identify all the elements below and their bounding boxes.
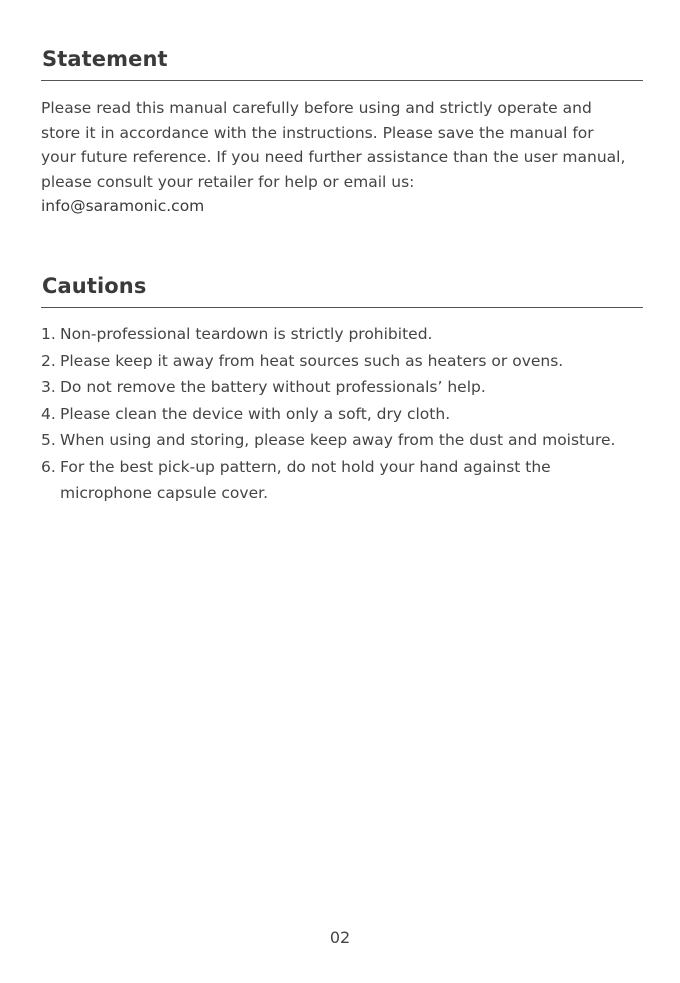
- caution-item: [41, 348, 643, 375]
- statement-heading: Statement: [42, 47, 168, 71]
- caution-item: [41, 374, 643, 401]
- caution-number: 2.: [41, 351, 56, 370]
- caution-number: 1.: [41, 325, 56, 343]
- caution-number: 6.: [41, 457, 56, 476]
- cautions-heading: Cautions: [42, 274, 147, 298]
- support-email: info@saramonic.com: [41, 197, 205, 215]
- statement-paragraph: [41, 81, 631, 219]
- caution-text: Do not remove the battery without professionals’ help.: [60, 378, 486, 396]
- caution-text: When using and storing, please keep away from the dust and moisture.: [60, 431, 616, 449]
- caution-number: 4.: [41, 404, 56, 423]
- caution-text: Please keep it away from heat sources such as heaters or ovens.: [60, 351, 564, 370]
- statement-body-text: Please read this manual carefully before using and strictly operate and store it in accordance with the instructions. Please save the manual for your future reference. If you need further assistance than the user manual, please consult your retailer for help or email us:: [41, 99, 626, 191]
- caution-number: 3.: [41, 378, 56, 396]
- caution-item: [41, 454, 643, 507]
- caution-number: 5.: [41, 431, 56, 449]
- caution-text: Non-professional teardown is strictly prohibited.: [60, 325, 433, 343]
- caution-text: For the best pick-up pattern, do not hold your hand against the microphone capsule cover.: [60, 457, 551, 502]
- cautions-section: [41, 272, 643, 507]
- caution-text: Please clean the device with only a soft, dry cloth.: [60, 404, 451, 423]
- caution-item: [41, 427, 643, 454]
- statement-section: [41, 45, 643, 219]
- caution-item: [41, 321, 643, 348]
- caution-item: [41, 401, 643, 428]
- cautions-list: [41, 308, 643, 507]
- page-number: 02: [329, 928, 351, 947]
